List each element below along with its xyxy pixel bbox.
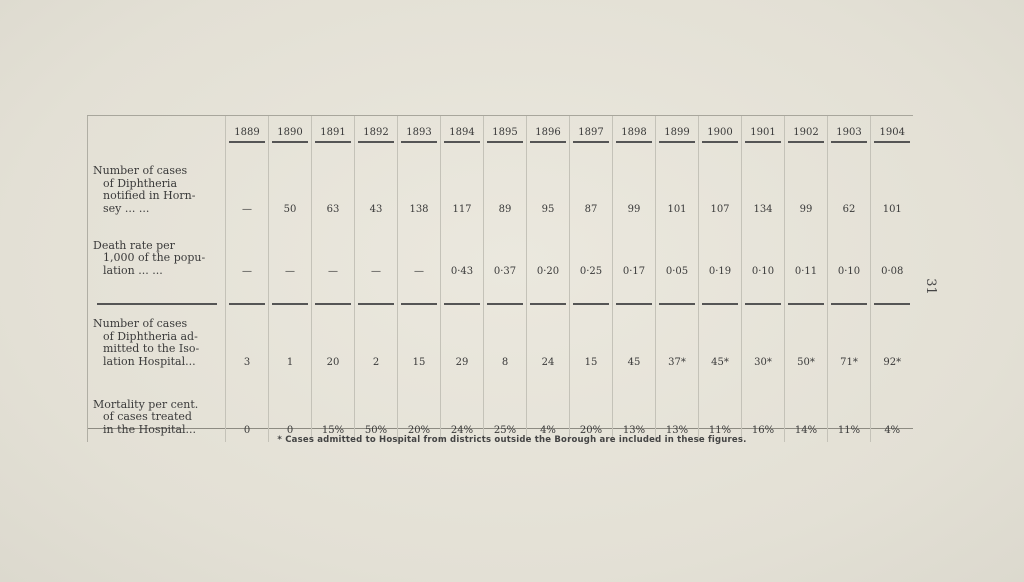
table-cell: 15 [398,305,441,372]
table-cell: 13% [656,372,699,442]
year-header: 1891 [312,116,355,153]
table-cell: — [226,153,269,217]
table-cell: 8 [484,305,527,372]
table-cell: 15% [312,372,355,442]
table-cell: 50 [269,153,312,217]
separator-cell [570,281,613,305]
row-label-hospital-mortality: Mortality per cent. of cases treated in the Hospital... [88,372,226,442]
table-cell: 117 [441,153,484,217]
row-label-death-rate: Death rate per 1,000 of the popu- lation ... ... [88,217,226,281]
table-cell: — [312,217,355,281]
table-cell: 29 [441,305,484,372]
table-cell: 14% [785,372,828,442]
table-cell: 99 [785,153,828,217]
separator-cell [269,281,312,305]
separator-label-cell [88,281,226,305]
table-cell: 134 [742,153,785,217]
table-footnote: * Cases admitted to Hospital from districts outside the Borough are included in these figures. [277,435,747,445]
table-cell: 37* [656,305,699,372]
table-cell: 138 [398,153,441,217]
table-cell: 62 [828,153,871,217]
year-header: 1892 [355,116,398,153]
year-header: 1889 [226,116,269,153]
table-row-cases-notified [88,153,914,217]
table-cell: — [398,217,441,281]
table-cell: 24 [527,305,570,372]
table-cell: 16% [742,372,785,442]
table-cell: 63 [312,153,355,217]
year-header: 1899 [656,116,699,153]
table-row-hospital-mortality [88,372,914,442]
separator-cell [441,281,484,305]
year-header: 1904 [871,116,914,153]
table-cell: 101 [656,153,699,217]
table-cell: 45* [699,305,742,372]
table-cell: — [355,217,398,281]
separator-cell [742,281,785,305]
separator-cell [656,281,699,305]
table-cell: 89 [484,153,527,217]
table-cell: 50* [785,305,828,372]
table-cell: 2 [355,305,398,372]
table-cell: 0·19 [699,217,742,281]
separator-cell [613,281,656,305]
year-header: 1898 [613,116,656,153]
table-cell: 0·11 [785,217,828,281]
table-cell: 87 [570,153,613,217]
table-cell: 11% [699,372,742,442]
year-header: 1902 [785,116,828,153]
row-label-cases-admitted: Number of cases of Diphtheria ad- mitted to the Iso- lation Hospital... [88,305,226,372]
table-cell: 0·08 [871,217,914,281]
table-cell: 0·10 [742,217,785,281]
table-cell: 71* [828,305,871,372]
table-cell: 0·25 [570,217,613,281]
page-number: 31 [922,278,938,295]
table-cell: 25% [484,372,527,442]
year-header: 1890 [269,116,312,153]
year-header: 1897 [570,116,613,153]
separator-cell [355,281,398,305]
table-cell: 92* [871,305,914,372]
table-row-cases-admitted [88,305,914,372]
table-cell: 30* [742,305,785,372]
table-cell: 45 [613,305,656,372]
table-cell: 0·10 [828,217,871,281]
table-cell: 20% [398,372,441,442]
table-cell: 95 [527,153,570,217]
year-header: 1901 [742,116,785,153]
separator-cell [226,281,269,305]
separator-cell [699,281,742,305]
table-cell: 1 [269,305,312,372]
year-header: 1894 [441,116,484,153]
table-cell: 107 [699,153,742,217]
table-cell: 0 [226,372,269,442]
separator-cell [398,281,441,305]
row-label-cases-notified: Number of cases of Diphtheria notified in Horn- sey ... ... [88,153,226,217]
table-cell: 0 [269,372,312,442]
table-row-death-rate [88,217,914,281]
year-header: 1893 [398,116,441,153]
table-cell: 0·37 [484,217,527,281]
separator-cell [527,281,570,305]
year-header: 1895 [484,116,527,153]
table-cell: 24% [441,372,484,442]
table-cell: 50% [355,372,398,442]
table-cell: 101 [871,153,914,217]
table-cell: 3 [226,305,269,372]
separator-cell [785,281,828,305]
table-cell: 0·05 [656,217,699,281]
table-cell: 99 [613,153,656,217]
year-header: 1903 [828,116,871,153]
separator-cell [828,281,871,305]
table-cell: 13% [613,372,656,442]
separator-cell [484,281,527,305]
table-cell: 4% [527,372,570,442]
table-cell: 20 [312,305,355,372]
header-corner [88,116,226,153]
diphtheria-statistics-table [87,116,914,442]
table-cell: 0·43 [441,217,484,281]
year-header: 1900 [699,116,742,153]
table-cell: 15 [570,305,613,372]
table-cell: — [269,217,312,281]
table-cell: 11% [828,372,871,442]
year-header: 1896 [527,116,570,153]
table-cell: — [226,217,269,281]
table-cell: 4% [871,372,914,442]
separator-cell [312,281,355,305]
table-cell: 43 [355,153,398,217]
year-header-row [88,116,914,153]
table-cell: 0·17 [613,217,656,281]
table-cell: 0·20 [527,217,570,281]
separator-cell [871,281,914,305]
diphtheria-statistics-table-frame [87,115,913,436]
table-cell: 20% [570,372,613,442]
section-separator-row [88,281,914,305]
